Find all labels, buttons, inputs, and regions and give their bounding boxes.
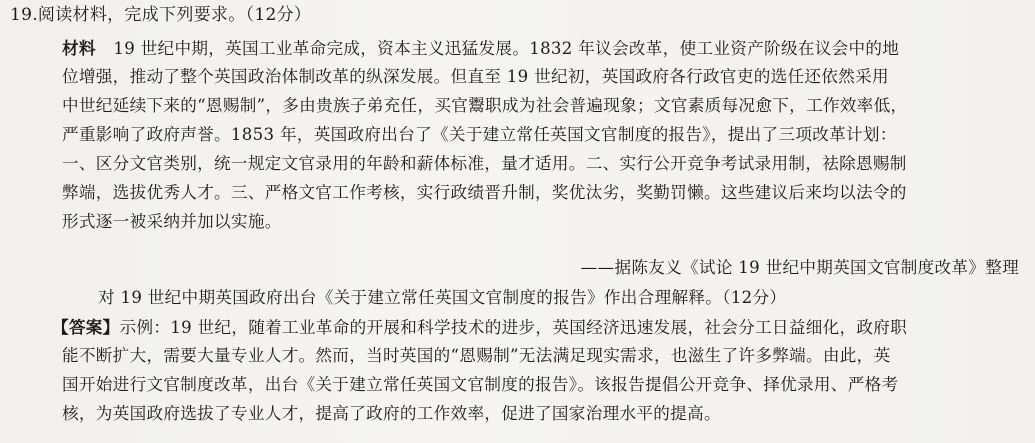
answer-line-1: [52, 316, 907, 339]
material-line-2: 位增强，推动了整个英国政治体制改革的纵深发展。但直至 19 世纪初，英国政府各行政官吏的选任还依然采用: [62, 67, 889, 86]
material-line-5: 一、区分文官类别，统一规定文官录用的年龄和薪体标准，量才适用。二、实行公开竞争考试录用制，祛除恩赐制: [62, 154, 907, 173]
material-text-1: 19 世纪中期，英国工业革命完成，资本主义迅猛发展。1832 年议会改革，使工业资产阶级在议会中的地: [113, 39, 900, 58]
material-line-1: [62, 37, 899, 60]
subquestion-text: 对 19 世纪中期英国政府出台《关于建立常任英国文官制度的报告》作出合理解释。（12分）: [98, 288, 787, 307]
answer-line-2: 能不断扩大，需要大量专业人才。然而，当时英国的“恩赐制”无法满足现实需求，也滋生了许多弊端。由此，英: [62, 346, 891, 365]
answer-label: 【答案】: [52, 317, 120, 337]
question-title: 19.阅读材料，完成下列要求。（12分）: [10, 5, 312, 25]
answer-line-3: 国开始进行文官制度改革，出台《关于建立常任英国文官制度的报告》。该报告提倡公开竞争、择优录用、严格考: [62, 375, 899, 394]
material-line-7: 形式逐一被采纳并加以实施。: [62, 212, 282, 231]
material-line-3: 中世纪延续下来的“恩赐制”，多由贵族子弟充任，买官鬻职成为社会普遍现象；文官素质每况愈下，工作效率低，: [62, 96, 908, 115]
material-label: 材料: [62, 38, 96, 58]
material-line-4: 严重影响了政府声誉。1853 年，英国政府出台了《关于建立常任英国文官制度的报告》，提出了三项改革计划：: [62, 125, 897, 144]
answer-text-1: 示例：19 世纪，随着工业革命的开展和科学技术的进步，英国经济迅速发展，社会分工日益细化，政府职: [119, 318, 908, 337]
answer-line-4: 核，为英国政府选拔了专业人才，提高了政府的工作效率，促进了国家治理水平的提高。: [62, 404, 721, 423]
material-source: ——据陈友义《试论 19 世纪中期英国文官制度改革》整理: [580, 258, 1019, 277]
material-line-6: 弊端，选拔优秀人才。三、严格文官工作考核，实行政绩晋升制，奖优汰劣，奖勤罚懒。这些建议后来均以法令的: [62, 183, 907, 202]
